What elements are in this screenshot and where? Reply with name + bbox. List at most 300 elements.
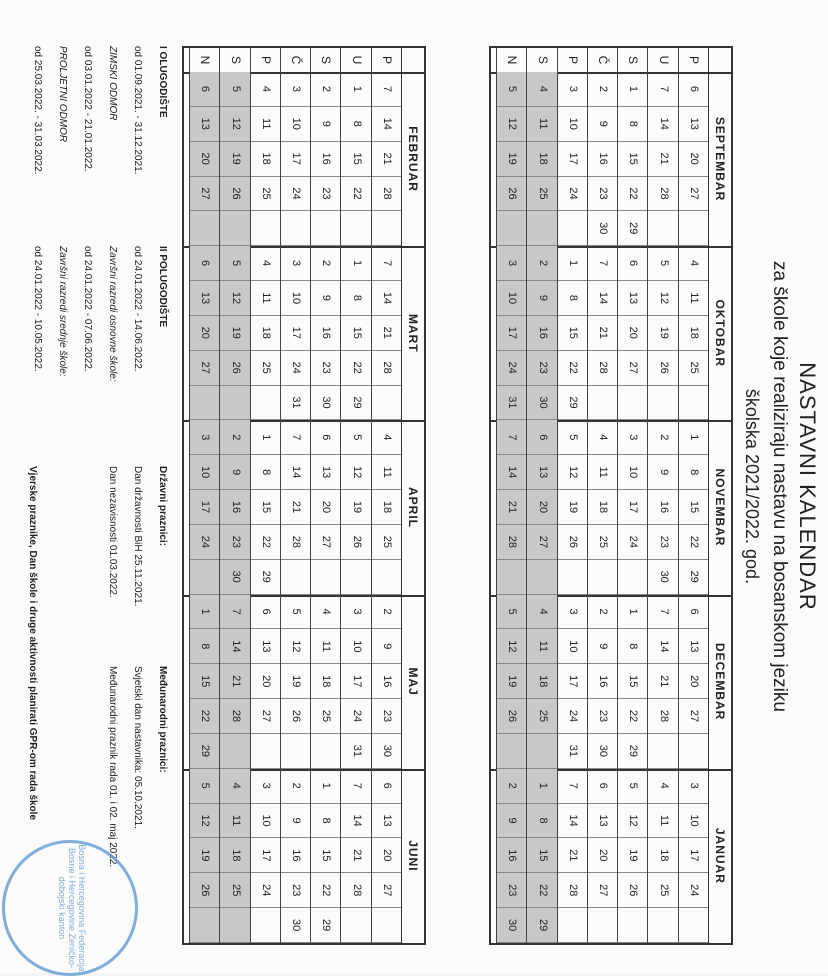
week-day-row bbox=[340, 246, 370, 420]
date-cell: 7 bbox=[372, 72, 401, 107]
date-cell: 12 bbox=[190, 804, 219, 839]
date-cell: 22 bbox=[251, 525, 280, 560]
date-cell: 11 bbox=[251, 281, 280, 316]
date-cell: 30 bbox=[311, 386, 340, 421]
date-cell: 1 bbox=[679, 420, 708, 455]
date-cell: 21 bbox=[648, 142, 677, 177]
date-cell: 5 bbox=[497, 595, 526, 630]
weekday-label: S bbox=[219, 48, 249, 72]
month-name: NOVEMBAR bbox=[708, 420, 731, 594]
week-day-row bbox=[219, 246, 249, 420]
week-day-row bbox=[496, 420, 526, 594]
date-cell: 15 bbox=[527, 838, 556, 873]
date-cell: 17 bbox=[558, 142, 587, 177]
date-cell: 20 bbox=[679, 142, 708, 177]
month-name: APRIL bbox=[401, 420, 424, 594]
second-half-calendar bbox=[182, 46, 426, 945]
week-day-row bbox=[219, 72, 249, 246]
date-cell: 30 bbox=[588, 211, 617, 246]
week-day-row bbox=[340, 420, 370, 594]
date-cell: 6 bbox=[311, 420, 340, 455]
date-cell: 13 bbox=[311, 455, 340, 490]
date-cell: 11 bbox=[588, 455, 617, 490]
week-day-row bbox=[587, 72, 617, 246]
date-cell: 11 bbox=[679, 281, 708, 316]
date-cell: 11 bbox=[527, 629, 556, 664]
stamp-text: Bosna i Hercegovina Federacija Bosne i Hercegovine Zeničko-dobojski kanton bbox=[57, 844, 87, 972]
date-cell: 13 bbox=[527, 455, 556, 490]
date-cell: 21 bbox=[497, 490, 526, 525]
date-cell bbox=[679, 386, 708, 421]
date-cell: 26 bbox=[618, 873, 647, 908]
religious-holidays-note: Vjerske praznike, Dan škole i druge aktivnosti planirati GPR-om rada škole bbox=[27, 466, 38, 821]
week-day-row bbox=[617, 769, 647, 943]
date-cell: 2 bbox=[588, 72, 617, 107]
date-cell bbox=[341, 908, 370, 943]
month-name: MART bbox=[401, 246, 424, 420]
date-cell: 23 bbox=[497, 873, 526, 908]
date-cell: 15 bbox=[618, 664, 647, 699]
date-cell: 3 bbox=[558, 595, 587, 630]
week-day-row bbox=[526, 769, 556, 943]
week-day-row bbox=[587, 769, 617, 943]
date-cell: 30 bbox=[281, 908, 310, 943]
date-cell: 3 bbox=[190, 420, 219, 455]
date-cell: 22 bbox=[679, 525, 708, 560]
date-cell: 18 bbox=[220, 838, 249, 873]
date-cell: 23 bbox=[311, 177, 340, 212]
date-cell: 25 bbox=[527, 699, 556, 734]
date-cell: 21 bbox=[558, 838, 587, 873]
date-cell: 14 bbox=[648, 629, 677, 664]
date-cell: 3 bbox=[679, 769, 708, 804]
date-cell: 3 bbox=[281, 246, 310, 281]
date-cell: 7 bbox=[220, 595, 249, 630]
date-cell: 27 bbox=[679, 699, 708, 734]
date-cell: 8 bbox=[527, 804, 556, 839]
date-cell: 5 bbox=[648, 246, 677, 281]
week-day-row bbox=[189, 769, 219, 943]
date-cell: 12 bbox=[281, 629, 310, 664]
date-cell: 5 bbox=[558, 420, 587, 455]
week-day-row bbox=[310, 420, 340, 594]
date-cell: 16 bbox=[311, 142, 340, 177]
date-cell bbox=[341, 211, 370, 246]
date-cell bbox=[281, 734, 310, 769]
week-day-row bbox=[219, 769, 249, 943]
week-day-row bbox=[371, 595, 401, 769]
date-cell bbox=[648, 386, 677, 421]
date-cell: 2 bbox=[588, 595, 617, 630]
date-cell: 17 bbox=[341, 664, 370, 699]
date-cell: 26 bbox=[497, 699, 526, 734]
date-cell: 17 bbox=[558, 664, 587, 699]
date-cell: 7 bbox=[341, 769, 370, 804]
date-cell bbox=[648, 734, 677, 769]
date-cell: 8 bbox=[558, 281, 587, 316]
date-cell: 1 bbox=[311, 769, 340, 804]
week-day-row bbox=[250, 246, 280, 420]
week-day-row bbox=[678, 420, 708, 594]
weekday-label: S bbox=[617, 48, 647, 72]
date-cell bbox=[527, 734, 556, 769]
date-cell: 10 bbox=[558, 629, 587, 664]
week-day-row bbox=[526, 595, 556, 769]
date-cell: 14 bbox=[558, 804, 587, 839]
date-cell: 8 bbox=[190, 629, 219, 664]
date-cell: 17 bbox=[281, 316, 310, 351]
date-cell: 26 bbox=[497, 177, 526, 212]
date-cell: 1 bbox=[558, 246, 587, 281]
date-cell: 19 bbox=[497, 142, 526, 177]
month-block bbox=[184, 246, 424, 422]
date-cell: 15 bbox=[341, 142, 370, 177]
date-cell: 1 bbox=[618, 72, 647, 107]
note-line: Međunarodni praznik rada 01. i 02. maj 2022. bbox=[107, 666, 118, 868]
date-cell: 28 bbox=[558, 873, 587, 908]
date-cell: 6 bbox=[372, 769, 401, 804]
date-cell: 16 bbox=[588, 664, 617, 699]
date-cell: 9 bbox=[527, 281, 556, 316]
month-name: JUNI bbox=[401, 769, 424, 943]
note-line: Svjetski dan nastavnika: 05.10.2021. bbox=[132, 666, 143, 829]
date-cell: 12 bbox=[341, 455, 370, 490]
week-day-row bbox=[496, 72, 526, 246]
date-cell: 9 bbox=[220, 455, 249, 490]
month-name: DECEMBAR bbox=[708, 595, 731, 769]
date-cell: 4 bbox=[648, 769, 677, 804]
week-day-row bbox=[587, 420, 617, 594]
date-cell: 30 bbox=[372, 734, 401, 769]
date-cell: 12 bbox=[618, 804, 647, 839]
date-cell: 21 bbox=[281, 490, 310, 525]
week-day-row bbox=[189, 595, 219, 769]
date-cell: 7 bbox=[497, 420, 526, 455]
date-cell: 4 bbox=[251, 72, 280, 107]
date-cell: 19 bbox=[648, 316, 677, 351]
week-day-row bbox=[526, 72, 556, 246]
week-day-row bbox=[647, 420, 677, 594]
date-cell: 20 bbox=[372, 838, 401, 873]
date-cell: 4 bbox=[527, 595, 556, 630]
weekday-label: P bbox=[371, 48, 401, 72]
week-day-row bbox=[280, 420, 310, 594]
date-cell bbox=[372, 560, 401, 595]
date-cell bbox=[311, 211, 340, 246]
date-cell: 18 bbox=[251, 142, 280, 177]
weekday-label: S bbox=[310, 48, 340, 72]
date-cell: 12 bbox=[648, 281, 677, 316]
week-day-row bbox=[678, 595, 708, 769]
week-day-row bbox=[219, 595, 249, 769]
date-cell: 19 bbox=[558, 490, 587, 525]
date-cell: 13 bbox=[679, 107, 708, 142]
date-cell: 17 bbox=[497, 316, 526, 351]
date-cell: 26 bbox=[341, 525, 370, 560]
month-name: OKTOBAR bbox=[708, 246, 731, 420]
date-cell: 27 bbox=[679, 177, 708, 212]
week-day-row bbox=[189, 246, 219, 420]
week-day-row bbox=[647, 246, 677, 420]
date-cell: 6 bbox=[190, 246, 219, 281]
date-cell: 15 bbox=[190, 664, 219, 699]
week-day-row bbox=[496, 769, 526, 943]
date-cell: 13 bbox=[372, 804, 401, 839]
week-day-row bbox=[250, 769, 280, 943]
weekday-label: Č bbox=[587, 48, 617, 72]
month-name: MAJ bbox=[401, 595, 424, 769]
date-cell: 31 bbox=[281, 386, 310, 421]
weekday-label: Č bbox=[280, 48, 310, 72]
date-cell bbox=[251, 211, 280, 246]
date-cell bbox=[618, 386, 647, 421]
date-cell: 27 bbox=[190, 177, 219, 212]
date-cell: 19 bbox=[618, 838, 647, 873]
date-cell: 3 bbox=[618, 420, 647, 455]
week-day-row bbox=[557, 595, 587, 769]
week-day-row bbox=[557, 420, 587, 594]
weekday-column bbox=[491, 48, 731, 74]
date-cell: 22 bbox=[618, 177, 647, 212]
weekday-column bbox=[184, 48, 424, 74]
week-day-row bbox=[280, 595, 310, 769]
date-cell: 16 bbox=[497, 838, 526, 873]
week-day-row bbox=[371, 420, 401, 594]
date-cell: 14 bbox=[372, 107, 401, 142]
date-cell: 7 bbox=[281, 420, 310, 455]
month-block bbox=[491, 246, 731, 422]
note-line: Državni praznici: bbox=[157, 466, 168, 547]
note-line: II POLUGODIŠTE bbox=[157, 246, 168, 328]
date-cell bbox=[558, 211, 587, 246]
date-cell: 5 bbox=[497, 72, 526, 107]
date-cell: 11 bbox=[648, 804, 677, 839]
date-cell: 13 bbox=[588, 804, 617, 839]
week-day-row bbox=[617, 420, 647, 594]
date-cell: 25 bbox=[588, 525, 617, 560]
week-day-row bbox=[617, 72, 647, 246]
date-cell: 8 bbox=[251, 455, 280, 490]
week-day-row bbox=[678, 246, 708, 420]
week-day-row bbox=[340, 72, 370, 246]
week-day-row bbox=[340, 595, 370, 769]
date-cell: 27 bbox=[190, 351, 219, 386]
date-cell: 8 bbox=[618, 107, 647, 142]
date-cell bbox=[558, 908, 587, 943]
date-cell: 12 bbox=[558, 455, 587, 490]
date-cell: 24 bbox=[341, 699, 370, 734]
date-cell: 10 bbox=[558, 107, 587, 142]
date-cell: 15 bbox=[618, 142, 647, 177]
date-cell bbox=[220, 386, 249, 421]
month-block bbox=[184, 769, 424, 945]
date-cell bbox=[372, 908, 401, 943]
date-cell: 16 bbox=[281, 838, 310, 873]
date-cell: 24 bbox=[281, 351, 310, 386]
weekday-label: U bbox=[647, 48, 677, 72]
date-cell: 23 bbox=[281, 873, 310, 908]
date-cell bbox=[588, 560, 617, 595]
date-cell: 2 bbox=[311, 246, 340, 281]
date-cell: 14 bbox=[588, 281, 617, 316]
date-cell: 22 bbox=[558, 351, 587, 386]
date-cell: 4 bbox=[527, 72, 556, 107]
date-cell: 17 bbox=[679, 838, 708, 873]
date-cell: 16 bbox=[588, 142, 617, 177]
date-cell: 30 bbox=[497, 908, 526, 943]
week-day-row bbox=[647, 769, 677, 943]
date-cell: 2 bbox=[497, 769, 526, 804]
date-cell: 4 bbox=[588, 420, 617, 455]
date-cell bbox=[618, 908, 647, 943]
date-cell: 24 bbox=[281, 177, 310, 212]
date-cell: 6 bbox=[190, 72, 219, 107]
first-semester-notes bbox=[18, 46, 168, 174]
date-cell: 22 bbox=[190, 699, 219, 734]
date-cell: 6 bbox=[679, 595, 708, 630]
date-cell: 27 bbox=[372, 873, 401, 908]
date-cell: 13 bbox=[190, 281, 219, 316]
date-cell: 29 bbox=[527, 908, 556, 943]
date-cell: 30 bbox=[220, 560, 249, 595]
date-cell: 26 bbox=[220, 351, 249, 386]
date-cell: 10 bbox=[251, 804, 280, 839]
week-day-row bbox=[371, 72, 401, 246]
date-cell: 19 bbox=[220, 142, 249, 177]
date-cell: 16 bbox=[527, 316, 556, 351]
date-cell: 14 bbox=[372, 281, 401, 316]
date-cell: 23 bbox=[648, 525, 677, 560]
date-cell: 9 bbox=[311, 107, 340, 142]
date-cell bbox=[679, 211, 708, 246]
date-cell: 31 bbox=[341, 734, 370, 769]
date-cell: 2 bbox=[648, 420, 677, 455]
date-cell: 29 bbox=[311, 908, 340, 943]
week-day-row bbox=[189, 72, 219, 246]
date-cell: 5 bbox=[618, 769, 647, 804]
month-block bbox=[184, 595, 424, 771]
date-cell: 29 bbox=[679, 560, 708, 595]
date-cell: 30 bbox=[588, 734, 617, 769]
date-cell: 26 bbox=[220, 177, 249, 212]
date-cell: 7 bbox=[372, 246, 401, 281]
week-day-row bbox=[617, 595, 647, 769]
date-cell: 6 bbox=[679, 72, 708, 107]
date-cell bbox=[190, 908, 219, 943]
date-cell: 26 bbox=[281, 699, 310, 734]
month-name: SEPTEMBAR bbox=[708, 72, 731, 246]
month-block bbox=[491, 420, 731, 596]
date-cell: 25 bbox=[648, 873, 677, 908]
date-cell: 20 bbox=[190, 316, 219, 351]
week-day-row bbox=[496, 246, 526, 420]
date-cell: 4 bbox=[372, 420, 401, 455]
date-cell: 8 bbox=[311, 804, 340, 839]
date-cell: 14 bbox=[220, 629, 249, 664]
date-cell bbox=[648, 211, 677, 246]
date-cell bbox=[251, 908, 280, 943]
date-cell bbox=[618, 560, 647, 595]
week-day-row bbox=[587, 246, 617, 420]
week-day-row bbox=[310, 595, 340, 769]
weekday-label: P bbox=[250, 48, 280, 72]
date-cell: 21 bbox=[220, 664, 249, 699]
date-cell: 30 bbox=[527, 386, 556, 421]
week-day-row bbox=[557, 246, 587, 420]
date-cell: 23 bbox=[527, 351, 556, 386]
date-cell: 29 bbox=[618, 211, 647, 246]
date-cell: 20 bbox=[311, 490, 340, 525]
date-cell: 18 bbox=[372, 490, 401, 525]
date-cell bbox=[220, 734, 249, 769]
date-cell bbox=[497, 211, 526, 246]
date-cell: 6 bbox=[251, 595, 280, 630]
date-cell: 5 bbox=[190, 769, 219, 804]
week-day-row bbox=[557, 769, 587, 943]
date-cell: 11 bbox=[311, 629, 340, 664]
date-cell: 5 bbox=[220, 72, 249, 107]
date-cell: 1 bbox=[251, 420, 280, 455]
date-cell: 8 bbox=[618, 629, 647, 664]
date-cell: 18 bbox=[679, 316, 708, 351]
page-subtitle: za škole koje realiziraju nastavu na bosanskom jeziku bbox=[769, 261, 790, 712]
date-cell: 2 bbox=[281, 769, 310, 804]
date-cell: 12 bbox=[497, 629, 526, 664]
official-stamp bbox=[2, 840, 138, 976]
date-cell: 15 bbox=[251, 490, 280, 525]
weekday-label: S bbox=[526, 48, 556, 72]
date-cell: 9 bbox=[281, 804, 310, 839]
date-cell: 10 bbox=[341, 629, 370, 664]
date-cell bbox=[679, 908, 708, 943]
month-name: JANUAR bbox=[708, 769, 731, 943]
date-cell: 20 bbox=[527, 490, 556, 525]
first-half-calendar bbox=[489, 46, 733, 945]
date-cell bbox=[372, 211, 401, 246]
week-day-row bbox=[371, 769, 401, 943]
date-cell: 25 bbox=[220, 873, 249, 908]
state-holidays bbox=[93, 466, 168, 606]
date-cell: 10 bbox=[281, 281, 310, 316]
date-cell: 23 bbox=[372, 699, 401, 734]
date-cell: 25 bbox=[527, 177, 556, 212]
date-cell: 27 bbox=[311, 525, 340, 560]
date-cell: 24 bbox=[679, 873, 708, 908]
date-cell: 11 bbox=[372, 455, 401, 490]
date-cell: 20 bbox=[251, 664, 280, 699]
date-cell: 25 bbox=[311, 699, 340, 734]
date-cell: 24 bbox=[497, 351, 526, 386]
date-cell bbox=[558, 560, 587, 595]
date-cell: 18 bbox=[251, 316, 280, 351]
week-day-row bbox=[310, 246, 340, 420]
note-line: Dan nezavisnosti 01.03.2022. bbox=[107, 466, 118, 598]
date-cell: 31 bbox=[558, 734, 587, 769]
date-cell: 8 bbox=[341, 281, 370, 316]
date-cell: 17 bbox=[190, 490, 219, 525]
note-line: Međunarodni praznici: bbox=[157, 666, 168, 773]
page-title: NASTAVNI KALENDAR bbox=[795, 362, 820, 611]
date-cell: 2 bbox=[220, 420, 249, 455]
date-cell: 13 bbox=[190, 107, 219, 142]
date-cell bbox=[497, 560, 526, 595]
date-cell: 12 bbox=[220, 281, 249, 316]
date-cell: 2 bbox=[372, 595, 401, 630]
date-cell bbox=[190, 386, 219, 421]
date-cell: 11 bbox=[527, 107, 556, 142]
date-cell: 15 bbox=[558, 316, 587, 351]
date-cell: 7 bbox=[648, 72, 677, 107]
